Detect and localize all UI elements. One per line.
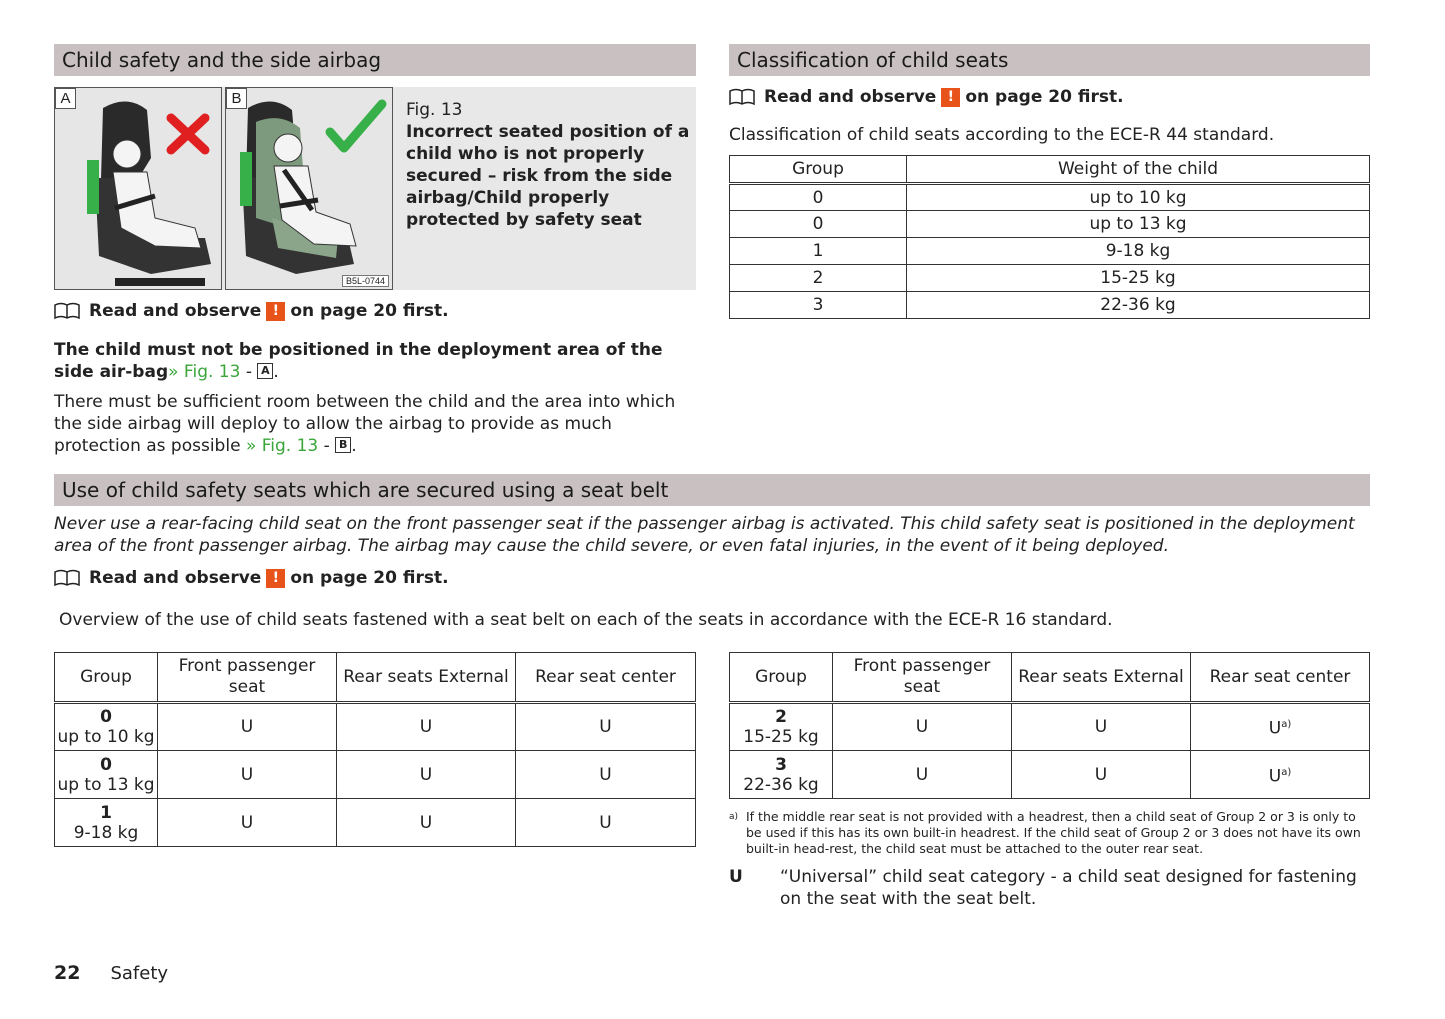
cell-front: U [833,751,1012,799]
table-row [55,703,696,751]
book-icon [54,302,80,320]
column-header-rear-external: Rear seats External [337,653,516,703]
cell-group [730,751,833,799]
figure-13 [54,87,696,290]
classification-intro: Classification of child seats according to the ECE-R 44 standard. [729,125,1275,145]
cell-rear-external: U [337,703,516,751]
footnote-ref: a) [1281,766,1292,778]
ref-box-a: A [257,363,273,379]
cell-group: 0 [730,211,907,238]
read-observe-notice [54,568,449,588]
figure-label-a: A [55,88,76,109]
column-header-group: Group [55,653,158,703]
table-row [730,703,1370,751]
cell-front: U [158,751,337,799]
warning-icon: ! [266,302,285,321]
cell-rear-center: U [516,703,696,751]
fig-ref-link-a[interactable]: » Fig. 13 [168,362,241,382]
cell-front: U [833,703,1012,751]
section-heading-classification: Classification of child seats [729,44,1370,76]
figure-label-b: B [226,88,247,109]
read-observe-suffix: on page 20 first. [290,568,449,588]
cell-rear-external: U [1012,703,1191,751]
warning-icon: ! [266,569,285,588]
read-observe-prefix: Read and observe [89,301,262,321]
section-heading-side-airbag: Child safety and the side airbag [54,44,696,76]
table-row [730,292,1370,319]
figure-caption [406,99,691,231]
table-row [730,184,1370,211]
table-row [730,238,1370,265]
correct-seat-illustration [226,88,392,289]
figure-image-b [225,87,393,290]
cell-rear-center: U [516,751,696,799]
column-header-weight: Weight of the child [907,156,1370,184]
cell-front: U [158,703,337,751]
cell-rear-center [1191,751,1370,799]
book-icon [54,569,80,587]
figure-number: Fig. 13 [406,100,463,120]
cell-rear-external: U [1012,751,1191,799]
group-weight: 22-36 kg [743,774,819,795]
legend [729,866,1369,910]
table-row [730,265,1370,292]
table-row [730,751,1370,799]
cell-group [55,751,158,799]
ref-box-b: B [335,437,351,453]
cell-group: 2 [730,265,907,292]
group-number: 1 [100,802,112,823]
read-observe-prefix: Read and observe [89,568,262,588]
sufficient-room-paragraph [54,391,696,457]
cell-group [55,703,158,751]
column-header-rear-external: Rear seats External [1012,653,1191,703]
column-header-front: Front passenger seat [833,653,1012,703]
page-number: 22 [54,962,81,984]
group-weight: up to 10 kg [57,727,155,747]
read-observe-suffix: on page 20 first. [290,301,449,321]
read-observe-prefix: Read and observe [764,87,937,107]
legend-key: U [729,867,743,887]
positioning-bold-text: The child must not be positioned in the deployment area of the side air-bag [54,340,663,382]
book-icon [729,88,755,106]
seat-usage-table-right [729,652,1370,799]
column-header-front: Front passenger seat [158,653,337,703]
cell-group: 0 [730,184,907,211]
group-weight: up to 13 kg [57,774,155,795]
cell-weight: up to 13 kg [907,211,1370,238]
chapter-name: Safety [110,963,169,984]
period: . [351,436,357,456]
column-header-group: Group [730,156,907,184]
center-value: U [1268,718,1282,739]
center-value: U [1268,766,1282,787]
page-footer [54,962,168,984]
positioning-instruction [54,339,684,383]
cell-weight: 9-18 kg [907,238,1370,265]
dash: - [240,362,258,382]
warning-icon: ! [941,88,960,107]
cell-group [55,799,158,847]
read-observe-notice [729,87,1124,107]
cell-group: 3 [730,292,907,319]
cell-front: U [158,799,337,847]
ece-r16-overview: Overview of the use of child seats fastened with a seat belt on each of the seats in accordance with the ECE-R 16 standard. [59,610,1113,630]
group-weight: 9-18 kg [73,822,139,843]
group-number: 0 [100,754,112,775]
cell-weight: 15-25 kg [907,265,1370,292]
group-number: 2 [775,707,787,727]
fig-ref-link-b[interactable]: » Fig. 13 [245,436,319,456]
section-heading-seat-belt: Use of child safety seats which are secured using a seat belt [54,474,1370,506]
seat-usage-table-left [54,652,696,847]
footnote [729,809,1371,857]
cell-weight: 22-36 kg [907,292,1370,319]
footnote-text: If the middle rear seat is not provided with a headrest, then a child seat of Group 2 or 3 is only to be used if this has its own built-in headrest. If the child seat of Group 2 or 3 does not have its own built-in head-rest, the child seat must be attached to the outer rear seat. [746,809,1361,856]
group-weight: 15-25 kg [743,727,819,747]
rear-facing-warning: Never use a rear-facing child seat on the front passenger seat if the passenger airbag is activated. This child safety seat is positioned in the deployment area of the front passenger airbag. The airbag may cause the child severe, or even fatal injuries, in the event of it being deployed. [54,514,1355,556]
classification-table [729,155,1370,319]
sufficient-room-text: There must be sufficient room between the child and the area into which the side airbag will deploy to allow the airbag to provide as much protection as possible [54,392,676,456]
column-header-rear-center: Rear seat center [1191,653,1370,703]
incorrect-seat-illustration [55,88,221,289]
figure-image-a [54,87,222,290]
dash: - [318,436,336,456]
read-observe-suffix: on page 20 first. [965,87,1124,107]
read-observe-notice [54,301,449,321]
cell-group [730,703,833,751]
figure-caption-text: Incorrect seated position of a child who is not properly secured – risk from the side airbag/Child properly protected by safety seat [406,122,690,230]
legend-text: “Universal” child seat category - a child seat designed for fastening on the seat with the seat belt. [780,867,1357,909]
table-row [55,799,696,847]
table-row [730,211,1370,238]
cell-weight: up to 10 kg [907,184,1370,211]
column-header-group: Group [730,653,833,703]
cell-rear-center [1191,703,1370,751]
footnote-ref: a) [1281,719,1292,731]
column-header-rear-center: Rear seat center [516,653,696,703]
group-number: 0 [100,707,112,727]
footnote-mark: a) [729,812,739,822]
figure-code: B5L-0744 [342,275,389,287]
period: . [273,362,279,382]
cell-rear-external: U [337,751,516,799]
cell-group: 1 [730,238,907,265]
group-number: 3 [775,754,787,775]
cell-rear-center: U [516,799,696,847]
table-row [55,751,696,799]
cell-rear-external: U [337,799,516,847]
